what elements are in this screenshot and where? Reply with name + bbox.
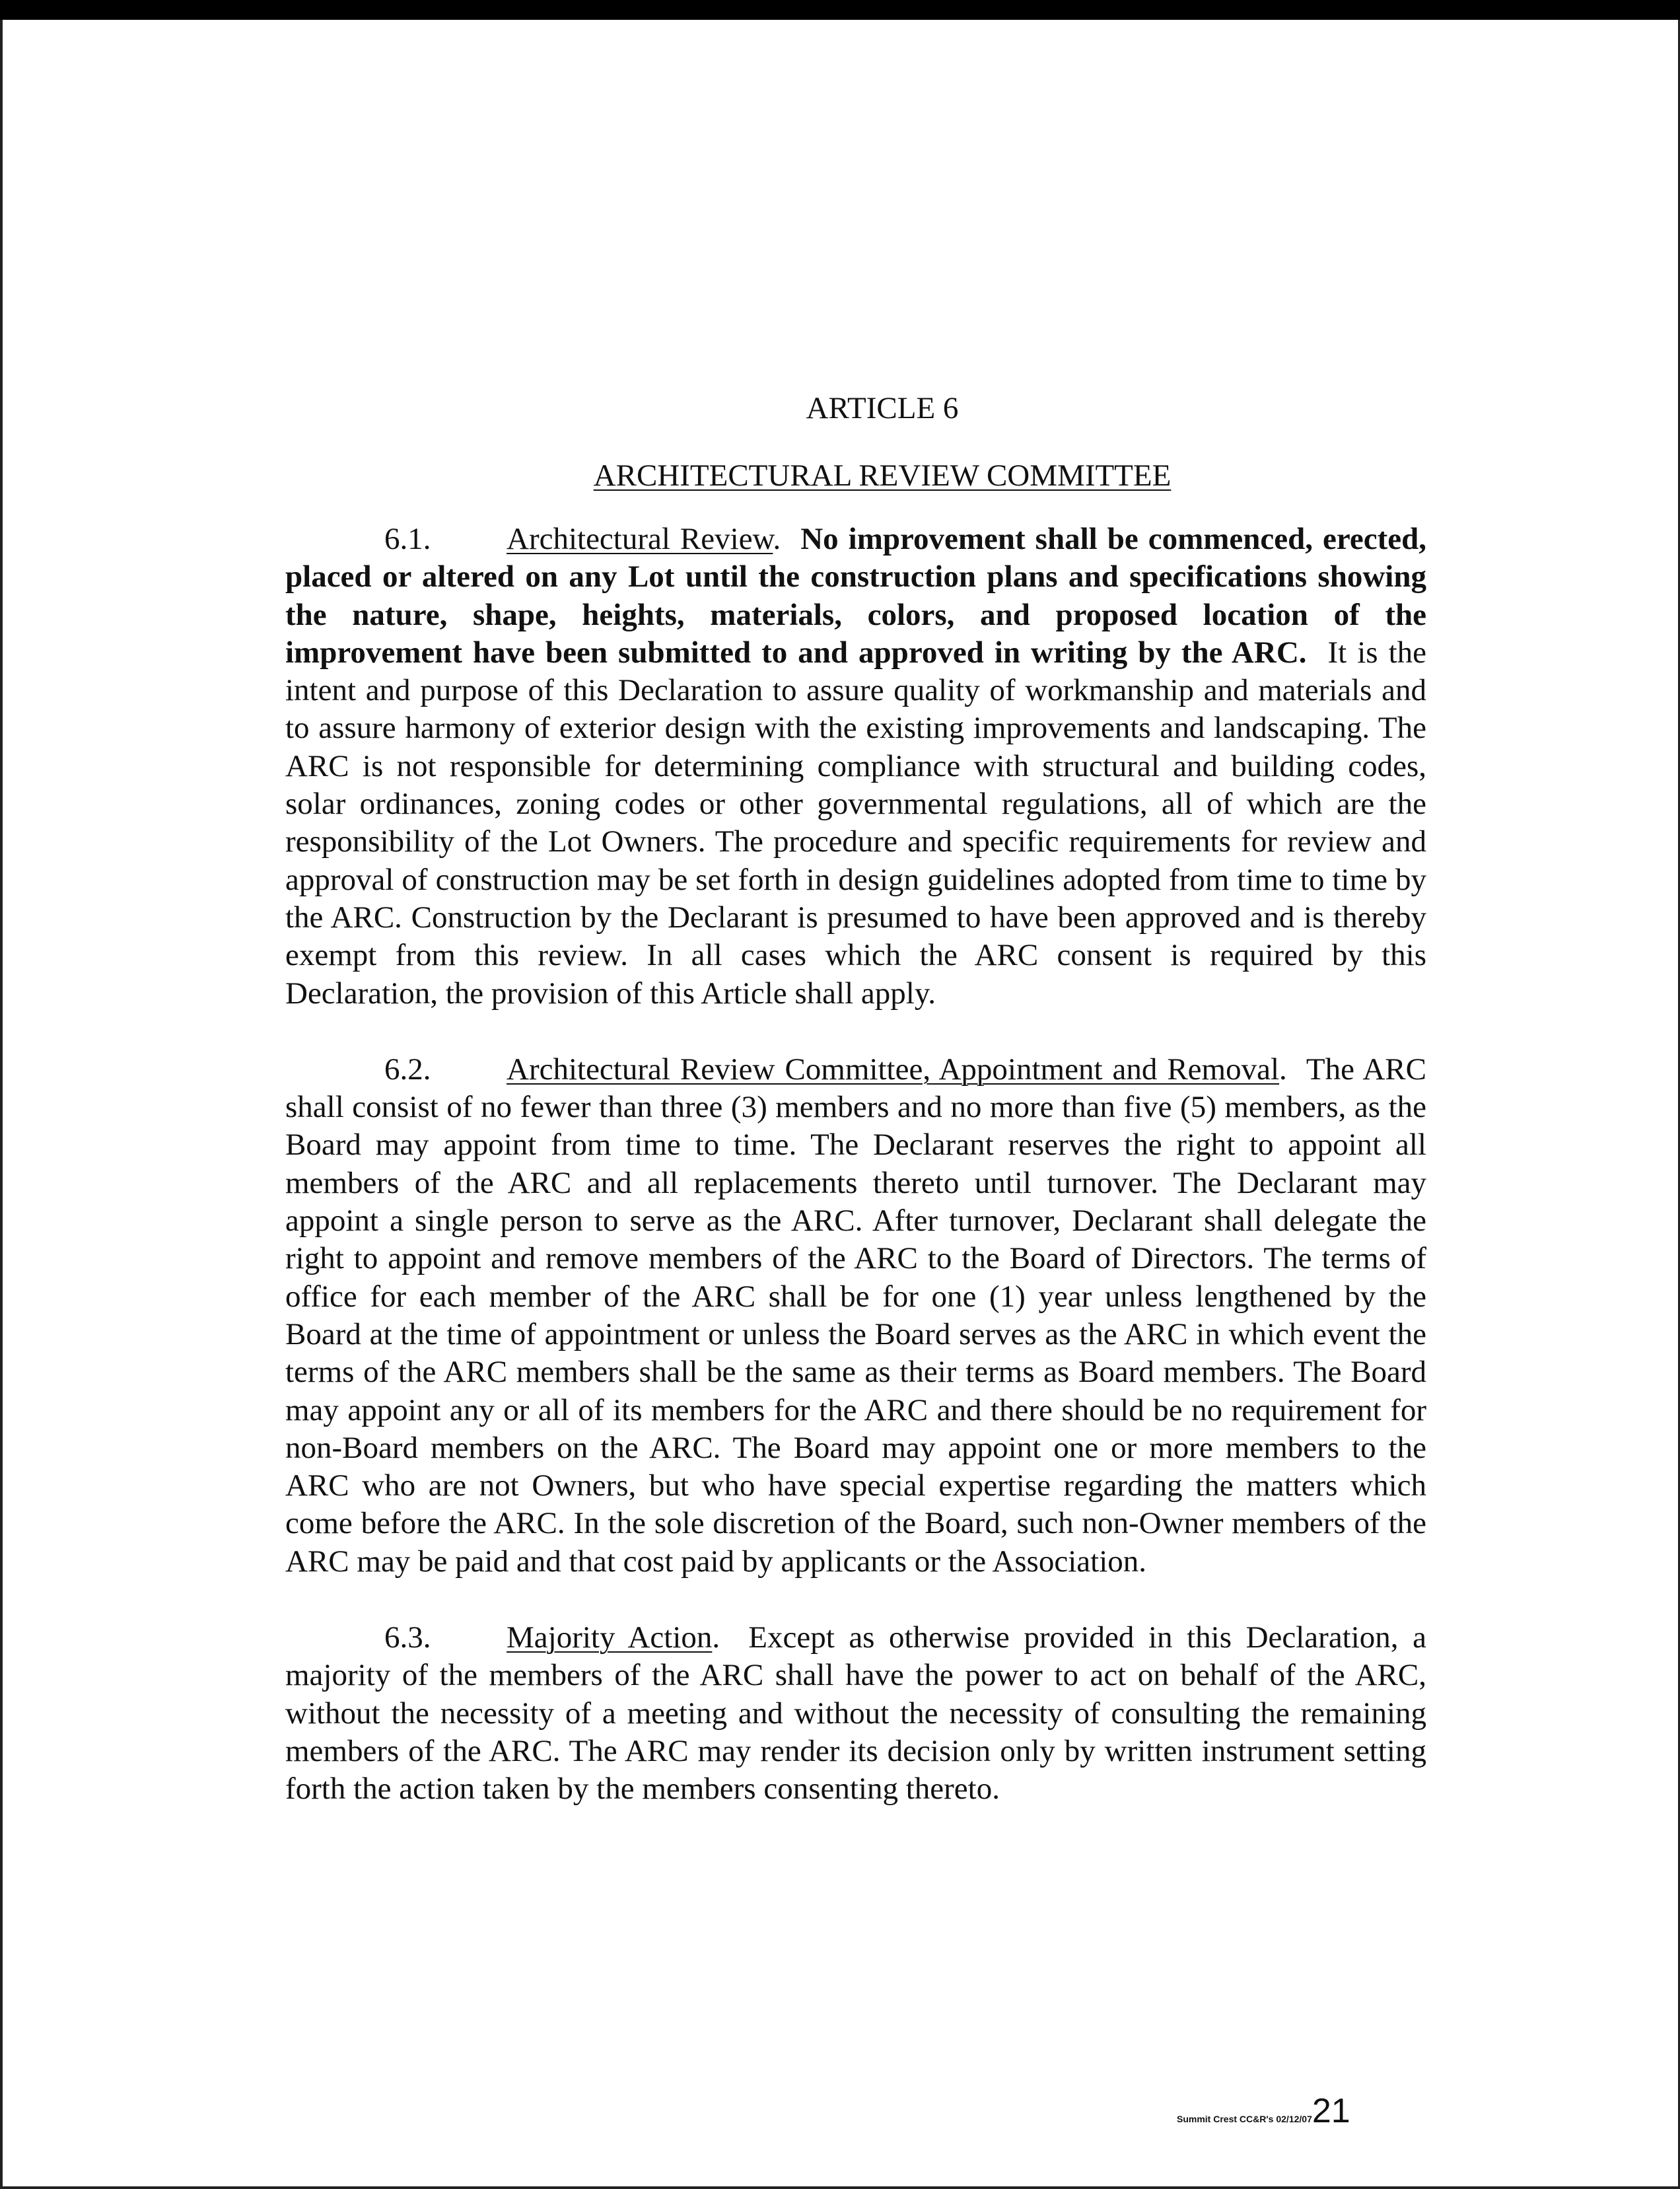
page-footer — [1177, 2094, 1350, 2128]
footer-reference: Summit Crest CC&R's 02/12/07 — [1177, 2114, 1312, 2124]
page-number: 21 — [1312, 2092, 1350, 2130]
section-heading: Majority Action — [507, 1620, 713, 1655]
section-bold-text: No improvement shall be commenced, erected, placed or altered on any Lot until the construction plans and specifications showing the nature, shape, heights, materials, colors, and proposed location of the improvement have been submitted to and approved in writing by the ARC. — [285, 522, 1426, 670]
section-6-3: 6.3. Majority Action. Except as otherwise provided in this Declaration, a majority of the members of the ARC shall have the power to act on behalf of the ARC, without the necessity of a meeting and without the necessity of consulting the remaining members of the ARC. The ARC may render its decision only by written instrument setting forth the action taken by the members consenting thereto. — [285, 1620, 1426, 1807]
article-title: ARCHITECTURAL REVIEW COMMITTEE — [593, 458, 1172, 493]
scan-top-border — [0, 0, 1680, 20]
section-number: 6.1. — [384, 522, 431, 556]
section-number: 6.3. — [384, 1620, 431, 1655]
section-6-2: 6.2. Architectural Review Committee, Appointment and Removal. The ARC shall consist of no fewer than three (3) members and no more than five (5) members, as the Board may appoint from time to time. The Declarant reserves the right to appoint all members of the ARC and all replacements thereto until turnover. The Declarant may appoint a single person to serve as the ARC. After turnover, Declarant shall delegate the right to appoint and remove members of the ARC to the Board of Directors. The terms of office for each member of the ARC shall be for one (1) year unless lengthened by the Board at the time of appointment or unless the Board serves as the ARC in which event the terms of the ARC members shall be the same as their terms as Board members. The Board may appoint any or all of its members for the ARC and there should be no requirement for non-Board members on the ARC. The Board may appoint one or more members to the ARC who are not Owners, but who have special expertise regarding the matters which come before the ARC. In the sole discretion of the Board, such non-Owner members of the ARC may be paid and that cost paid by applicants or the Association. — [285, 1052, 1426, 1579]
document-page — [285, 390, 1426, 1809]
article-number: ARTICLE 6 — [806, 391, 959, 425]
section-heading: Architectural Review Committee, Appointment and Removal — [507, 1052, 1280, 1087]
section-body-text: It is the intent and purpose of this Declaration to assure quality of workmanship and materials and to assure harmony of exterior design with the existing improvements and landscaping. The ARC is not responsible for determining compliance with structural and building codes, solar ordinances, zoning codes or other governmental regulations, all of which are the responsibility of the Lot Owners. The procedure and specific requirements for review and approval of construction may be set forth in design guidelines adopted from time to time by the ARC. Construction by the Declarant is presumed to have been approved and is thereby exempt from this review. In all cases which the ARC consent is required by this Declaration, the provision of this Article shall apply. — [285, 635, 1426, 1011]
section-body-text: The ARC shall consist of no fewer than three (3) members and no more than five (5) members, as the Board may appoint from time to time. The Declarant reserves the right to appoint all members of the ARC and all replacements thereto until turnover. The Declarant may appoint a single person to serve as the ARC. After turnover, Declarant shall delegate the right to appoint and remove members of the ARC to the Board of Directors. The terms of office for each member of the ARC shall be for one (1) year unless lengthened by the Board at the time of appointment or unless the Board serves as the ARC in which event the terms of the ARC members shall be the same as their terms as Board members. The Board may appoint any or all of its members for the ARC and there should be no requirement for non-Board members on the ARC. The Board may appoint one or more members to the ARC who are not Owners, but who have special expertise regarding the matters which come before the ARC. In the sole discretion of the Board, such non-Owner members of the ARC may be paid and that cost paid by applicants or the Association. — [285, 1052, 1426, 1579]
section-heading: Architectural Review — [507, 522, 773, 556]
scan-left-border — [0, 20, 3, 2186]
section-body-text: Except as otherwise provided in this Declaration, a majority of the members of the ARC shall have the power to act on behalf of the ARC, without the necessity of a meeting and without the necessity of consulting the remaining members of the ARC. The ARC may render its decision only by written instrument setting forth the action taken by the members consenting thereto. — [285, 1620, 1426, 1807]
scan-bottom-border — [0, 2186, 1680, 2189]
section-number: 6.2. — [384, 1052, 431, 1087]
section-6-1: 6.1. Architectural Review. No improvement shall be commenced, erected, placed or altered on any Lot until the construction plans and specifications showing the nature, shape, heights, materials, colors, and proposed location of the improvement have been submitted to and approved in writing by the ARC. It is the intent and purpose of this Declaration to assure quality of workmanship and materials and to assure harmony of exterior design with the existing improvements and landscaping. The ARC is not responsible for determining compliance with structural and building codes, solar ordinances, zoning codes or other governmental regulations, all of which are the responsibility of the Lot Owners. The procedure and specific requirements for review and approval of construction may be set forth in design guidelines adopted from time to time by the ARC. Construction by the Declarant is presumed to have been approved and is thereby exempt from this review. In all cases which the ARC consent is required by this Declaration, the provision of this Article shall apply. — [285, 522, 1426, 1011]
